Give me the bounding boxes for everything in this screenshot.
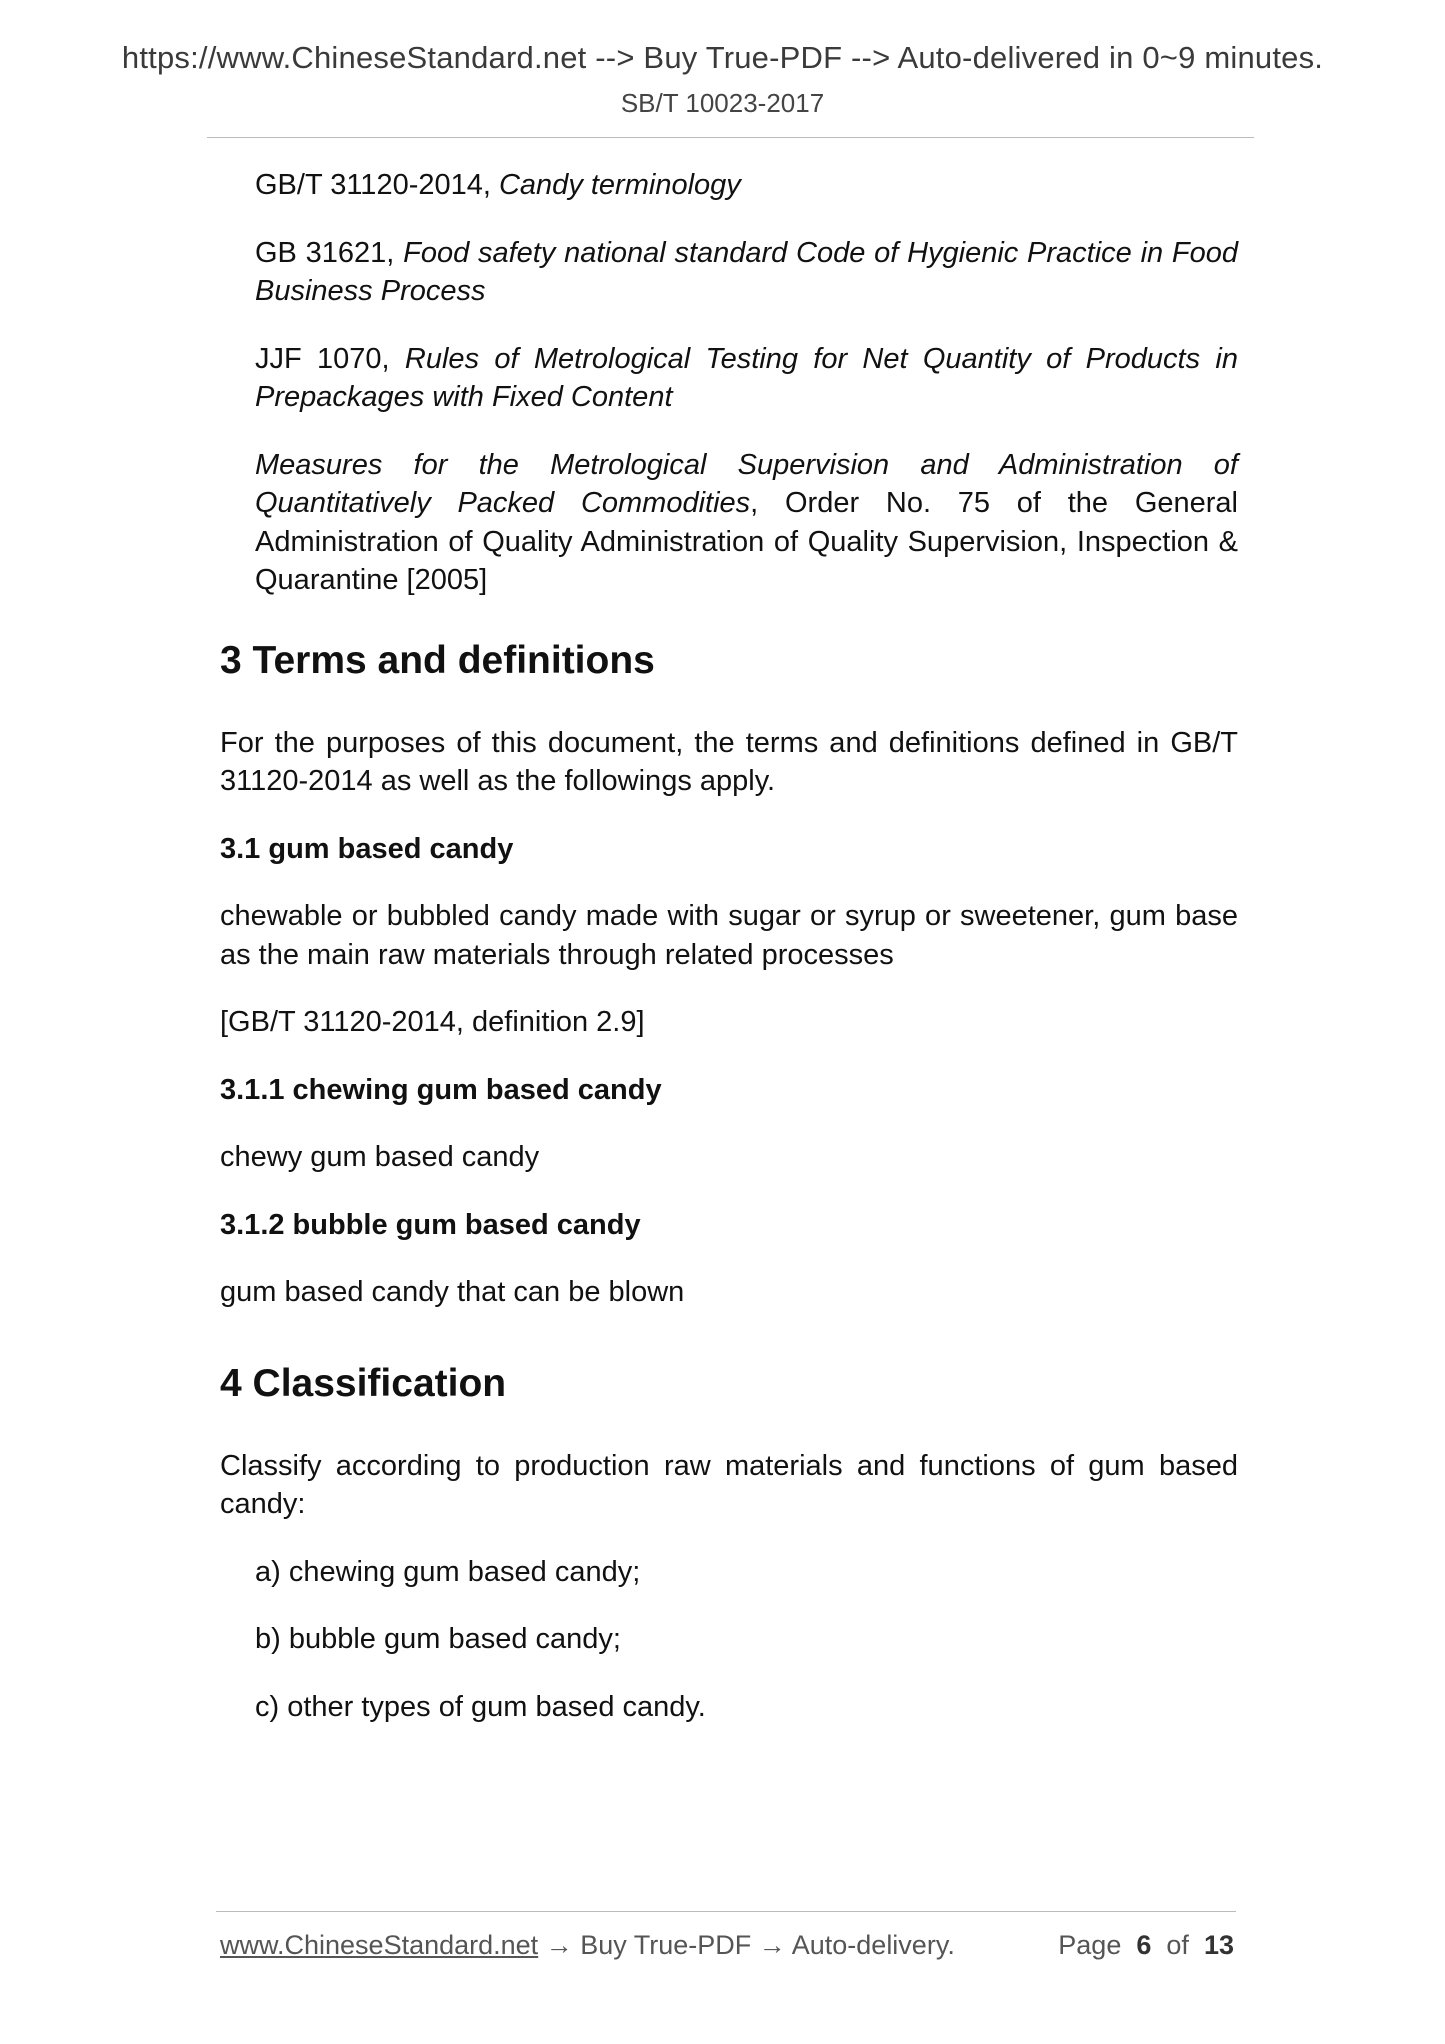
document-body (220, 166, 1238, 1755)
footer-divider (216, 1911, 1236, 1912)
page-number: 6 (1136, 1930, 1152, 1960)
site-link[interactable]: www.ChineseStandard.net (220, 1930, 539, 1960)
page-label: Page (1058, 1930, 1122, 1960)
reference-title: Rules of Metrological Testing for Net Quantity of Products in Prepackages with Fixed Content (255, 342, 1239, 413)
reference-note: , Order No. 75 of the General Administration of Quality Administration of Quality Supervision, Inspection & Quarantine [2005] (255, 487, 1238, 596)
term-definition: chewy gum based candy (220, 1141, 540, 1173)
document-id: SB/T 10023-2017 (620, 88, 825, 118)
reference-code: GB/T 31120-2014, (255, 169, 499, 201)
page-footer (220, 1930, 1234, 1961)
reference-item (255, 340, 1238, 417)
list-item: a) chewing gum based candy; (255, 1555, 641, 1588)
reference-title: Food safety national standard Code of Hygienic Practice in Food Business Process (255, 236, 1238, 307)
term-title: 3.1.1 chewing gum based candy (220, 1073, 662, 1106)
page-total: 13 (1203, 1930, 1234, 1960)
of-label: of (1166, 1930, 1189, 1960)
section-intro: For the purposes of this document, the terms and definitions defined in GB/T 31120-2014 as well as the followings apply. (220, 726, 1238, 797)
section-heading: 3 Terms and definitions (220, 638, 655, 682)
list-item: c) other types of gum based candy. (255, 1690, 706, 1723)
term-definition: chewable or bubbled candy made with sugar or syrup or sweetener, gum base as the main raw materials through related processes (220, 900, 1238, 971)
section-intro: Classify according to production raw materials and functions of gum based candy: (220, 1449, 1238, 1520)
footer-promo (220, 1930, 955, 1961)
reference-item (255, 166, 1238, 205)
page-indicator (1058, 1930, 1234, 1961)
term-title: 3.1.2 bubble gum based candy (220, 1208, 641, 1241)
reference-code: GB 31621, (255, 236, 404, 269)
term-definition: gum based candy that can be blown (220, 1276, 685, 1308)
reference-code: JJF 1070, (255, 342, 405, 375)
section-heading: 4 Classification (220, 1361, 507, 1405)
reference-item (255, 234, 1238, 311)
term-source: [GB/T 31120-2014, definition 2.9] (220, 1006, 645, 1038)
reference-title: Measures for the Metrological Supervision and Administration of Quantitatively Packed Commodities (255, 448, 1238, 519)
header-divider (207, 137, 1254, 138)
reference-item (255, 446, 1238, 600)
header-banner: https://www.ChineseStandard.net --> Buy True-PDF --> Auto-delivered in 0~9 minutes. (121, 40, 1324, 75)
footer-tail: → Buy True-PDF → Auto-delivery. (538, 1930, 955, 1960)
list-item: b) bubble gum based candy; (255, 1623, 621, 1655)
term-title: 3.1 gum based candy (220, 832, 514, 865)
reference-title: Candy terminology (498, 169, 741, 201)
